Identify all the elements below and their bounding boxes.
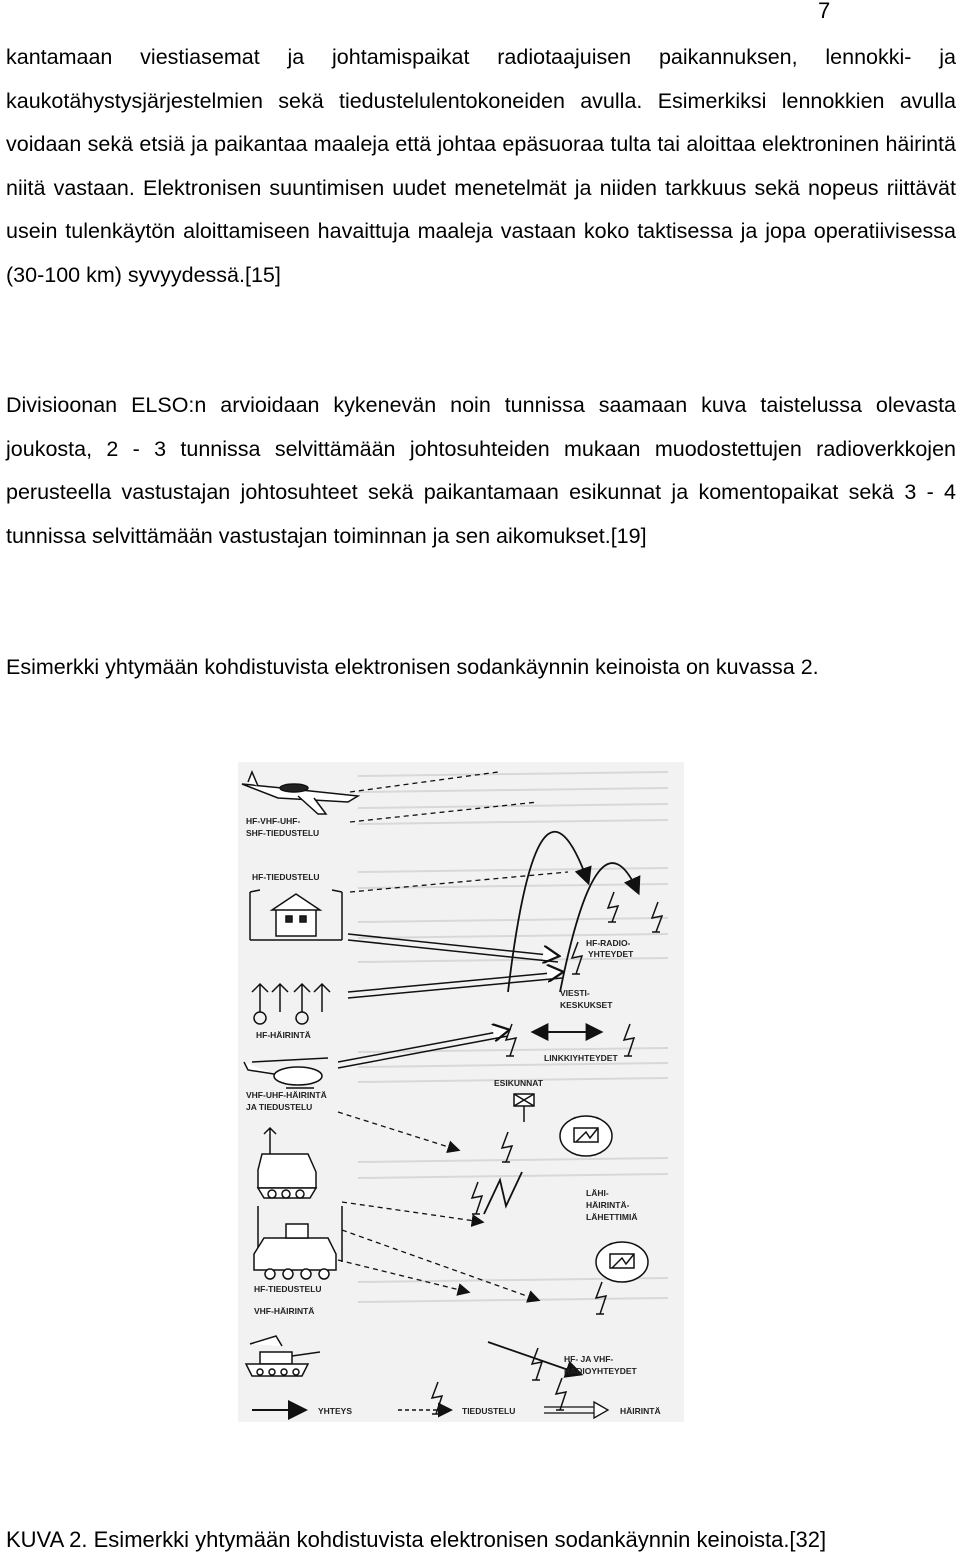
helicopter-icon (244, 1058, 328, 1088)
ew-vehicle-icon (254, 1206, 342, 1279)
armored-vehicle-icon (258, 1128, 316, 1198)
label-yhteydet: YHTEYDET (588, 949, 634, 959)
skywave-arcs (508, 832, 638, 992)
label-keskukset: KESKUKSET (560, 1000, 613, 1010)
jammer-ellipses (560, 1116, 648, 1282)
paragraph-3: Esimerkki yhtymään kohdistuvista elektronisen sodankäynnin keinoista on kuvassa 2. (6, 655, 819, 679)
label-linkkiyhteydet: LINKKIYHTEYDET (544, 1053, 618, 1063)
legend (252, 1402, 661, 1418)
ew-diagram (238, 762, 684, 1422)
legend-yhteys: YHTEYS (318, 1406, 353, 1416)
tank-icon (246, 1336, 320, 1376)
jamming-arrows (338, 934, 562, 1068)
label-hairinta-: HÄIRINTÄ- (586, 1200, 630, 1210)
label-lahettimia: LÄHETTIMIÄ (586, 1212, 638, 1222)
label-viesti: VIESTI- (560, 988, 590, 998)
label-shf-tiedustelu: SHF-TIEDUSTELU (246, 828, 320, 838)
antenna-array-icon (252, 984, 330, 1024)
label-radioyhteydet: RADIOYHTEYDET (564, 1366, 637, 1376)
legend-tiedustelu: TIEDUSTELU (462, 1406, 516, 1416)
paragraph-2: Divisioonan ELSO:n arvioidaan kykenevän noin tunnissa saamaan kuva taistelussa olevasta joukosta, 2 - 3 tunnissa selvittämään johtosuhteiden mukaan muodostettujen radioverkkojen perusteella vastustajan johtosuhteet sekä paikantamaan esikunnat ja komentopaikat sekä 3 - 4 tunnissa selvittämään vastustajan toiminnan ja sen aikomukset.[19] (6, 393, 956, 548)
label-ja-tiedustelu: JA TIEDUSTELU (246, 1102, 313, 1112)
ground-station-icon (250, 890, 342, 940)
label-hf-tiedustelu-top: HF-TIEDUSTELU (252, 872, 320, 882)
label-hf-radio: HF-RADIO- (586, 938, 631, 948)
aircraft-icon (242, 772, 358, 814)
label-lahi: LÄHI- (586, 1188, 609, 1198)
label-hf-vhf-uhf: HF-VHF-UHF- (246, 816, 301, 826)
headquarters-icon (514, 1094, 534, 1122)
label-hf-tiedustelu-bottom: HF-TIEDUSTELU (254, 1284, 322, 1294)
legend-hairinta: HÄIRINTÄ (620, 1406, 661, 1416)
page-number: 7 (818, 0, 831, 23)
paragraph-1: kantamaan viestiasemat ja johtamispaikat radiotaajuisen paikannuksen, lennokki- ja kaukotähystysjärjestelmien sekä tiedustelulentokoneiden avulla. Esimerkiksi lennokkien avulla voidaan sekä etsiä ja paikantaa maaleja että johtaa epäsuoraa tulta tai aloittaa elektroninen häirintä niitä vastaan. Elektronisen suuntimisen uudet menetelmät ja niiden tarkkuus sekä nopeus riittävät usein tulenkäytön aloittamiseen havaittuja maaleja vastaan koko taktisessa ja jopa operatiivisessa (30-100 km) syvyydessä.[15] (6, 45, 956, 287)
figure-caption: KUVA 2. Esimerkki yhtymään kohdistuvista elektronisen sodankäynnin keinoista.[32] (6, 1527, 827, 1552)
background-text-lines (358, 772, 668, 1302)
ew-diagram-figure (238, 762, 684, 1422)
label-hf-ja-vhf: HF- JA VHF- (564, 1354, 614, 1364)
label-hf-hairinta: HF-HÄIRINTÄ (256, 1030, 311, 1040)
label-vhf-uhf-hairinta: VHF-UHF-HÄIRINTÄ (246, 1090, 327, 1100)
label-vhf-hairinta: VHF-HÄIRINTÄ (254, 1306, 315, 1316)
label-esikunnat: ESIKUNNAT (494, 1078, 543, 1088)
radio-station-icons (432, 892, 662, 1414)
legend-hairinta-line (544, 1407, 594, 1413)
recon-arrows (338, 772, 568, 1300)
